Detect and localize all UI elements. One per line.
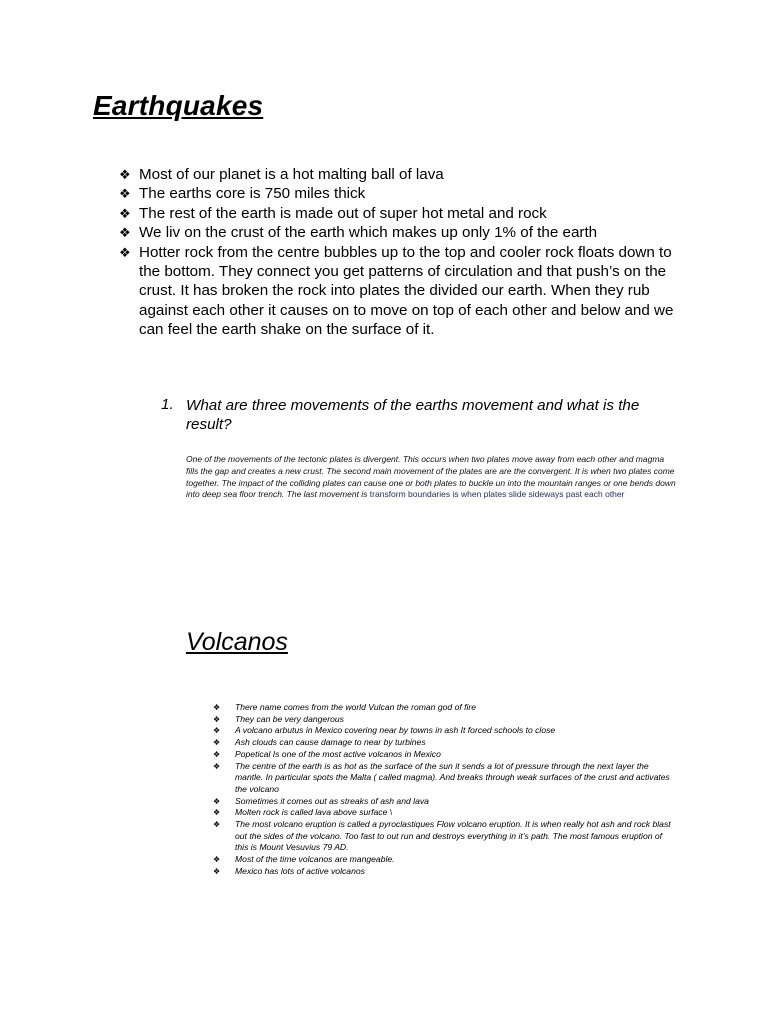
list-item-text: There name comes from the world Vulcan the roman god of fire <box>235 702 477 712</box>
diamond-bullet-icon: ❖ <box>119 225 131 241</box>
list-item-text: Sometimes it comes out as streaks of ash and lava <box>235 795 429 806</box>
list-item-text: The most volcano eruption is called a pyroclastiques Flow volcano eruption. It is when really hot ash and rock blast out the sides of the volcano. Too fast to out run and destroys everything in it’s path. The most famous eruption of this is Mount Vesuvius 79 AD. <box>235 819 671 853</box>
list-item <box>119 223 679 242</box>
list-item-text: A volcano arbutus in Mexico covering near by towns in ash It forced schools to close <box>235 725 556 736</box>
question-text: What are three movements of the earths movement and what is the result? <box>186 397 640 434</box>
diamond-bullet-icon: ❖ <box>213 749 221 759</box>
list-item <box>213 749 673 761</box>
list-item-text: Most of our planet is a hot malting ball of lava <box>139 166 444 183</box>
list-item-text: The rest of the earth is made out of super hot metal and rock <box>139 204 547 222</box>
volcano-heading: Volcanos <box>186 628 288 656</box>
list-item <box>213 725 673 737</box>
list-item <box>213 866 673 878</box>
list-item-text: Popetical Is one of the most active volcanos in Mexico <box>235 748 441 759</box>
question-block <box>161 396 681 435</box>
question-number: 1. <box>161 396 174 413</box>
diamond-bullet-icon: ❖ <box>213 855 221 865</box>
list-item-text: The centre of the earth is as hot as the surface of the sun it sends a lot of pressure through the next layer the mantle. In particular spots the Malta ( called magma). And breaks through weak surfaces of the crust and activates the volcano <box>235 760 670 794</box>
diamond-bullet-icon: ❖ <box>213 726 221 736</box>
diamond-bullet-icon: ❖ <box>119 186 131 202</box>
list-item <box>213 807 673 819</box>
earthquake-bullet-list <box>119 165 679 340</box>
list-item-text: We liv on the crust of the earth which makes up only 1% of the earth <box>139 224 598 242</box>
list-item <box>213 761 673 796</box>
diamond-bullet-icon: ❖ <box>213 738 221 748</box>
list-item <box>213 702 673 714</box>
list-item <box>213 714 673 726</box>
diamond-bullet-icon: ❖ <box>213 714 221 724</box>
list-item-text: Hotter rock from the centre bubbles up to the top and cooler rock floats down to the bottom. They connect you get patterns of circulation and that push’s on the crust. It has broken the rock into plates the divided our earth. When they rub against each other it causes on to move on top of each other and below and we can feel the earth shake on the surface of it. <box>139 243 674 339</box>
list-item-text: Most of the time volcanos are mangeable. <box>235 854 395 865</box>
list-item <box>119 184 679 203</box>
answer-paragraph <box>186 454 676 501</box>
list-item <box>213 796 673 808</box>
list-item <box>213 737 673 749</box>
volcano-bullet-list <box>213 702 673 878</box>
list-item-text: Ash clouds can cause damage to near by turbines <box>235 737 426 748</box>
list-item-text: Mexico has lots of active volcanos <box>235 865 365 876</box>
list-item <box>119 165 679 184</box>
diamond-bullet-icon: ❖ <box>213 808 221 818</box>
list-item <box>119 204 679 223</box>
diamond-bullet-icon: ❖ <box>213 796 221 806</box>
diamond-bullet-icon: ❖ <box>213 761 221 771</box>
answer-text-tail: transform boundaries is when plates slide sideways past each other <box>369 489 625 500</box>
diamond-bullet-icon: ❖ <box>213 703 221 712</box>
diamond-bullet-icon: ❖ <box>119 244 131 260</box>
list-item-text: They can be very dangerous <box>235 713 344 724</box>
list-item-text: Molten rock is called lava above surface \ <box>235 807 393 818</box>
diamond-bullet-icon: ❖ <box>119 167 131 182</box>
answer-text: One of the movements of the tectonic plates is divergent. This occurs when two plates move away from each other and magma fills the gap and creates a new crust. The second main movement of the plates are are the convergent. It is when two plates come together. The impact of the colliding plates can cause one or both plates to buckle un into the mountain ranges or one bends down into deep sea floor trench. The last movement is <box>186 454 676 500</box>
diamond-bullet-icon: ❖ <box>119 205 131 221</box>
diamond-bullet-icon: ❖ <box>213 820 221 830</box>
diamond-bullet-icon: ❖ <box>213 866 221 876</box>
list-item <box>119 243 679 340</box>
list-item <box>213 819 673 854</box>
list-item <box>213 854 673 866</box>
page-title: Earthquakes <box>93 90 264 121</box>
list-item-text: The earths core is 750 miles thick <box>139 185 366 203</box>
